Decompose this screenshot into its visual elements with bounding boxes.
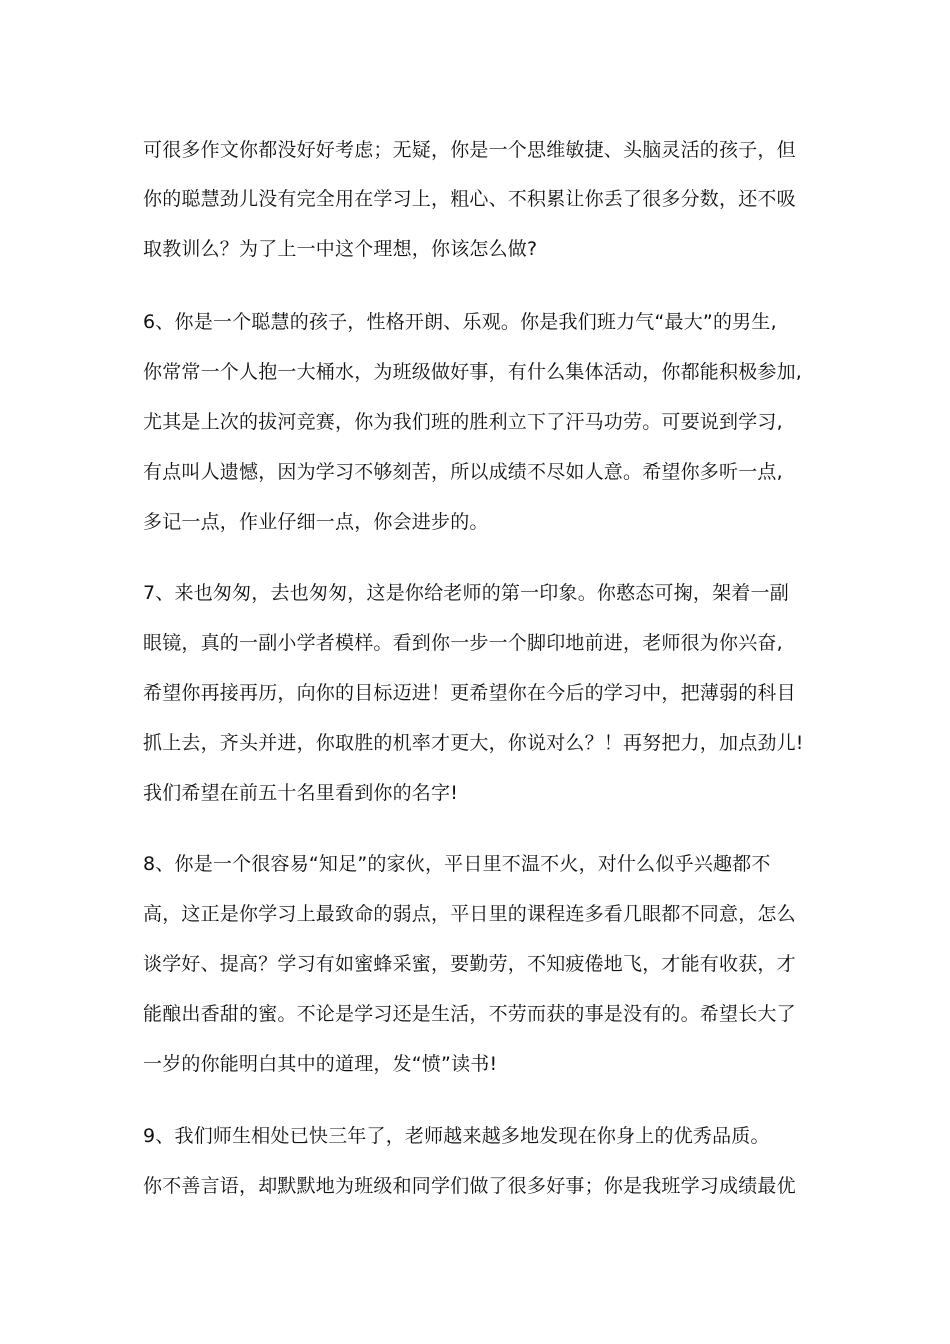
text-line: 抓上去，齐头并进，你取胜的机率才更大，你说对么？！再努把力，加点劲儿! bbox=[143, 732, 804, 754]
text-line: 你不善言语，却默默地为班级和同学们做了很多好事；你是我班学习成绩最优 bbox=[143, 1175, 796, 1197]
text-line: 能酿出香甜的蜜。不论是学习还是生活，不劳而获的事是没有的。希望长大了 bbox=[143, 1003, 796, 1025]
text-line: 你常常一个人抱一大桶水，为班级做好事，有什么集体活动，你都能积极参加, bbox=[143, 361, 803, 383]
text-line: 我们希望在前五十名里看到你的名字! bbox=[143, 782, 459, 804]
text-line: 取教训么？为了上一中这个理想，你该怎么做? bbox=[143, 238, 538, 260]
text-line: 可很多作文你都没好好考虑；无疑，你是一个思维敏捷、头脑灵活的孩子，但 bbox=[143, 139, 796, 161]
text-line: 8、你是一个很容易“知足”的家伙，平日里不温不火，对什么似乎兴趣都不 bbox=[143, 853, 771, 875]
text-line: 谈学好、提高？学习有如蜜蜂采蜜，要勤劳，不知疲倦地飞，才能有收获，才 bbox=[143, 953, 796, 975]
text-line: 9、我们师生相处已快三年了，老师越来越多地发现在你身上的优秀品质。 bbox=[143, 1125, 770, 1147]
text-line: 希望你再接再历，向你的目标迈进！更希望你在今后的学习中，把薄弱的科目 bbox=[143, 682, 796, 704]
text-line: 7、来也匆匆，去也匆匆，这是你给老师的第一印象。你憨态可掬，架着一副 bbox=[143, 582, 789, 604]
text-line: 一岁的你能明白其中的道理，发“愤”读书! bbox=[143, 1053, 498, 1075]
text-line: 有点叫人遗憾，因为学习不够刻苦，所以成绩不尽如人意。希望你多听一点, bbox=[143, 461, 783, 483]
text-line: 高，这正是你学习上最致命的弱点，平日里的课程连多看几眼都不同意，怎么 bbox=[143, 903, 796, 925]
text-line: 多记一点，作业仔细一点，你会进步的。 bbox=[143, 511, 489, 533]
text-line: 眼镜，真的一副小学者模样。看到你一步一个脚印地前进，老师很为你兴奋, bbox=[143, 632, 783, 654]
text-line: 你的聪慧劲儿没有完全用在学习上，粗心、不积累让你丢了很多分数，还不吸 bbox=[143, 188, 796, 210]
text-line: 6、你是一个聪慧的孩子，性格开朗、乐观。你是我们班力气“最大”的男生, bbox=[143, 311, 777, 333]
text-line: 尤其是上次的拔河竞赛，你为我们班的胜利立下了汗马功劳。可要说到学习, bbox=[143, 411, 783, 433]
